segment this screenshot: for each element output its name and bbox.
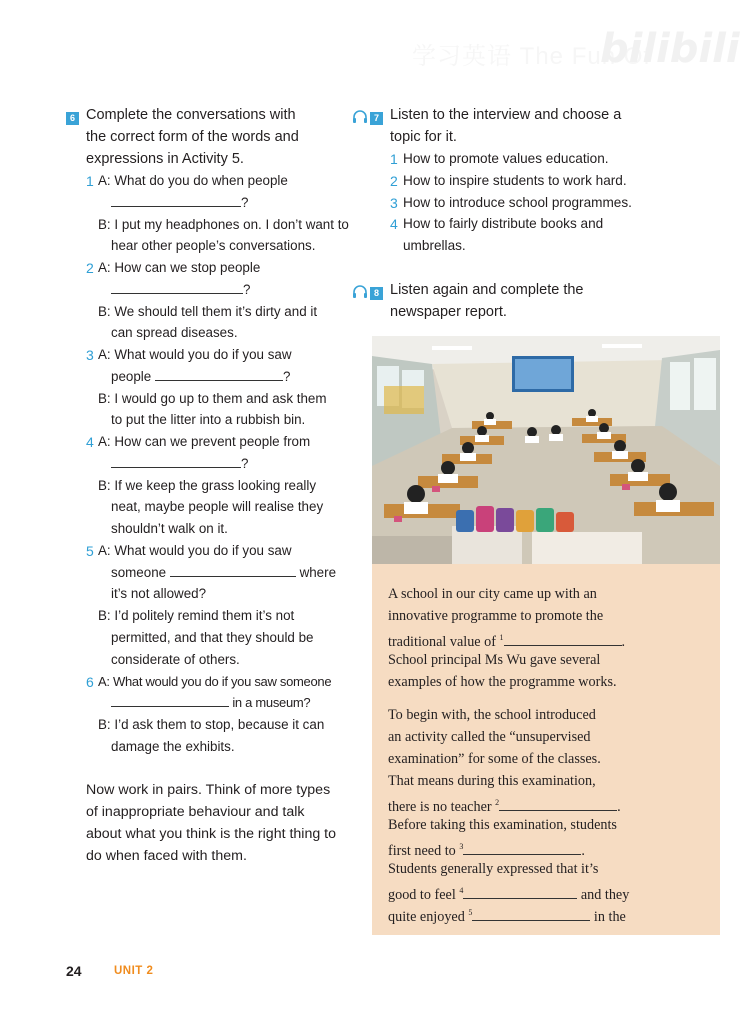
classroom-illustration — [372, 336, 720, 564]
headphones-icon[interactable] — [352, 285, 368, 299]
item-2-question: A: How can we stop people — [98, 260, 261, 275]
item-5-blank-line — [111, 563, 336, 583]
question-mark: ? — [241, 195, 249, 210]
item-number: 5 — [86, 543, 94, 559]
watermark-text: 学习英语 The Fun Of — [412, 43, 652, 70]
blank-number: 2 — [495, 798, 500, 807]
page-number: 24 — [66, 963, 82, 979]
answer-blank[interactable] — [155, 367, 283, 381]
activity-8-badge: 8 — [370, 287, 383, 300]
item-6-answer-cont: damage the exhibits. — [111, 739, 235, 754]
instruction-line: expressions in Activity 5. — [86, 151, 244, 167]
option-4: How to fairly distribute books and — [403, 216, 604, 231]
pair-work-line: of inappropriate behaviour and talk — [86, 804, 305, 820]
report-line: That means during this examination, — [388, 773, 596, 789]
question-mark: ? — [282, 369, 291, 384]
report-text: . — [617, 799, 621, 815]
item-5-question: A: What would you do if you saw — [98, 543, 292, 558]
item-3-answer-cont: to put the litter into a rubbish bin. — [111, 412, 306, 427]
question-mark: ? — [243, 282, 251, 297]
option-2: How to inspire students to work hard. — [403, 173, 627, 188]
item-4-question: A: How can we prevent people from — [98, 434, 311, 449]
report-line — [388, 628, 625, 652]
watermark — [412, 26, 740, 72]
answer-blank[interactable] — [111, 193, 241, 207]
question-mark: ? — [241, 456, 249, 471]
option-1: How to promote values education. — [403, 151, 609, 166]
report-line: an activity called the “unsupervised — [388, 729, 591, 745]
item-3-question: A: What would you do if you saw — [98, 347, 292, 362]
option-4-cont: umbrellas. — [403, 238, 466, 253]
report-line: Before taking this examination, students — [388, 817, 617, 833]
answer-blank[interactable] — [111, 693, 229, 707]
option-number: 3 — [390, 195, 398, 211]
item-number: 4 — [86, 434, 94, 450]
instruction-line: Listen again and complete the — [390, 282, 584, 298]
activity-8-instruction — [390, 279, 583, 323]
report-line — [388, 881, 629, 905]
item-1-answer-cont: hear other people’s conversations. — [111, 238, 316, 253]
report-blank-4[interactable] — [463, 887, 577, 899]
item-4-blank-line — [111, 454, 248, 474]
instruction-line: the correct form of the words and — [86, 129, 299, 145]
answer-blank[interactable] — [170, 563, 296, 577]
item-5-answer: B: I’d politely remind them it’s not — [98, 608, 295, 623]
report-blank-5[interactable] — [472, 909, 590, 921]
blank-number: 5 — [468, 908, 473, 917]
report-line: innovative programme to promote the — [388, 608, 604, 624]
report-line: examples of how the programme works. — [388, 674, 617, 690]
pair-work-line: about what you think is the right thing to — [86, 826, 337, 842]
item-1-answer: B: I put my headphones on. I don’t want to — [98, 217, 349, 232]
report-blank-3[interactable] — [463, 843, 581, 855]
item-4-answer-cont: shouldn’t walk on it. — [111, 521, 228, 536]
item-5-answer-cont: permitted, and that they should be — [111, 630, 314, 645]
option-number: 2 — [390, 173, 398, 189]
blank-number: 4 — [459, 886, 464, 895]
report-line: examination” for some of the classes. — [388, 751, 601, 767]
option-number: 4 — [390, 216, 398, 232]
item-1-blank-line — [111, 193, 248, 213]
unit-label: UNIT 2 — [114, 965, 154, 977]
activity-7-instruction — [390, 104, 621, 148]
item-number: 1 — [86, 173, 94, 189]
classroom-photo — [372, 336, 720, 564]
item-number: 6 — [86, 674, 94, 690]
instruction-line: Complete the conversations with — [86, 107, 296, 123]
blank-number: 1 — [499, 633, 504, 642]
item-6-question: A: What would you do if you saw someone — [98, 674, 332, 689]
option-3: How to introduce school programmes. — [403, 195, 632, 210]
activity-6-instruction — [86, 104, 299, 170]
report-line: Students generally expressed that it’s — [388, 861, 599, 877]
item-1-question: A: What do you do when people — [98, 173, 288, 188]
item-6-answer: B: I’d ask them to stop, because it can — [98, 717, 325, 732]
activity-6-badge: 6 — [66, 112, 79, 125]
report-text: good to feel — [388, 887, 456, 903]
report-text: quite enjoyed — [388, 909, 465, 925]
item-number: 2 — [86, 260, 94, 276]
item-5-answer-cont: considerate of others. — [111, 652, 240, 667]
report-line: To begin with, the school introduced — [388, 707, 596, 723]
report-line — [388, 903, 626, 927]
option-number: 1 — [390, 151, 398, 167]
newspaper-report — [372, 564, 720, 935]
item-5-question-cont: it’s not allowed? — [111, 586, 207, 601]
report-text: there is no teacher — [388, 799, 492, 815]
report-text: in the — [593, 909, 626, 925]
report-blank-1[interactable] — [504, 634, 622, 646]
report-text: traditional value of — [388, 634, 496, 650]
item-4-answer-cont: neat, maybe people will realise they — [111, 499, 324, 514]
item-2-answer-cont: can spread diseases. — [111, 325, 238, 340]
headphones-icon[interactable] — [352, 110, 368, 124]
report-line: School principal Ms Wu gave several — [388, 652, 601, 668]
item-3-answer: B: I would go up to them and ask them — [98, 391, 327, 406]
item-3-blank-line — [111, 367, 290, 387]
item-2-answer: B: We should tell them it’s dirty and it — [98, 304, 318, 319]
bilibili-logo: bilibili — [600, 26, 740, 72]
question-text: people — [111, 369, 152, 384]
question-text: in a museum? — [232, 695, 311, 710]
report-text: and they — [580, 887, 630, 903]
item-6-blank-line — [111, 693, 310, 713]
activity-7-badge: 7 — [370, 112, 383, 125]
report-text: . — [621, 634, 626, 650]
pair-work-line: Now work in pairs. Think of more types — [86, 782, 331, 798]
report-line: A school in our city came up with an — [388, 586, 597, 602]
report-blank-2[interactable] — [499, 799, 617, 811]
instruction-line: topic for it. — [390, 129, 457, 145]
question-text: someone — [111, 565, 167, 580]
item-2-blank-line — [111, 280, 250, 300]
item-4-answer: B: If we keep the grass looking really — [98, 478, 317, 493]
pair-work-instruction — [86, 779, 336, 867]
answer-blank[interactable] — [111, 280, 243, 294]
instruction-line: Listen to the interview and choose a — [390, 107, 622, 123]
item-number: 3 — [86, 347, 94, 363]
instruction-line: newspaper report. — [390, 304, 507, 320]
blank-number: 3 — [459, 842, 464, 851]
question-text: where — [299, 565, 337, 580]
report-line — [388, 837, 585, 861]
report-line — [388, 793, 621, 817]
report-text: first need to — [388, 843, 456, 859]
answer-blank[interactable] — [111, 454, 241, 468]
report-text: . — [581, 843, 585, 859]
pair-work-line: do when faced with them. — [86, 848, 247, 864]
